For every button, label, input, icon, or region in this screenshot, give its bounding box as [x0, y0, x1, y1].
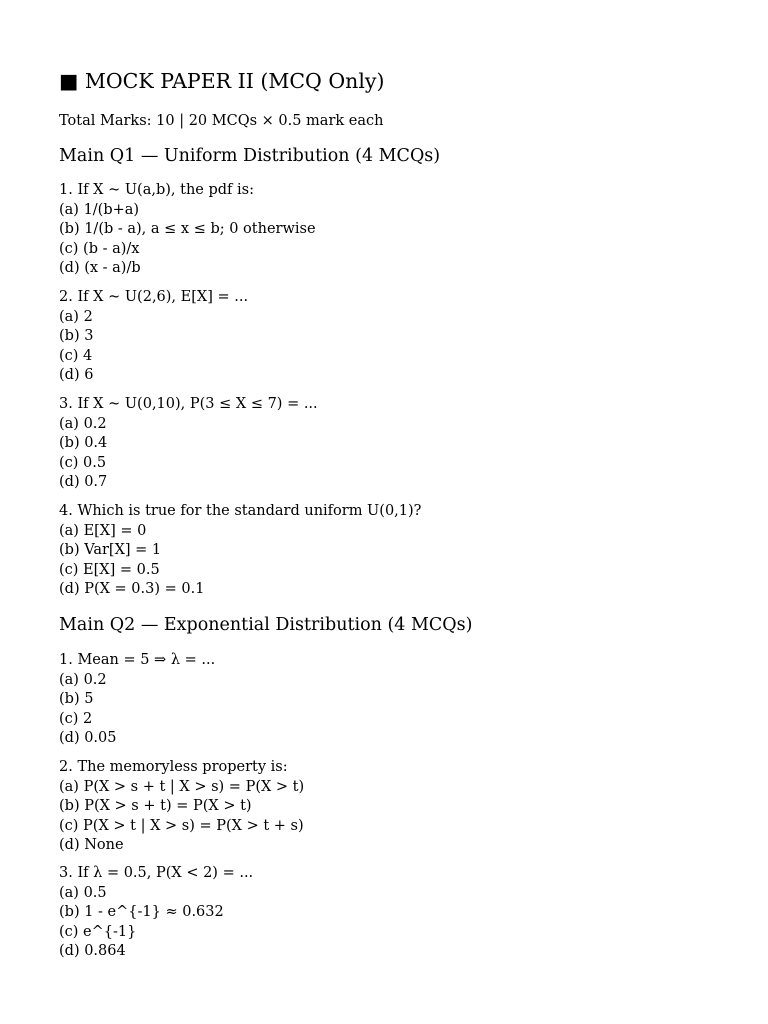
section-heading-uniform: Main Q1 — Uniform Distribution (4 MCQs) [59, 146, 441, 166]
option: (b) 1 - e^{-1} ≈ 0.632 [59, 904, 224, 920]
section-heading-exponential: Main Q2 — Exponential Distribution (4 MCQs) [59, 615, 473, 635]
option: (b) 3 [59, 328, 94, 344]
option: (d) None [59, 837, 124, 853]
option: (a) 0.5 [59, 884, 107, 901]
option: (a) 2 [59, 308, 93, 325]
question-stem: 3. If X ~ U(0,10), P(3 ≤ X ≤ 7) = ... [59, 396, 318, 412]
option: (a) E[X] = 0 [59, 522, 147, 539]
question-block [59, 181, 316, 279]
option: (b) 5 [59, 691, 94, 707]
question-block [59, 758, 304, 856]
option: (a) 1/(b+a) [59, 201, 140, 218]
total-marks-line: Total Marks: 10 | 20 MCQs × 0.5 mark each [59, 113, 384, 129]
option: (c) E[X] = 0.5 [59, 561, 160, 578]
page-title: ■ MOCK PAPER II (MCQ Only) [59, 69, 385, 93]
option: (b) 1/(b - a), a ≤ x ≤ b; 0 otherwise [59, 221, 316, 237]
option: (a) 0.2 [59, 671, 107, 688]
option: (c) 0.5 [59, 454, 107, 471]
option: (d) P(X = 0.3) = 0.1 [59, 581, 205, 597]
question-stem: 2. The memoryless property is: [59, 759, 288, 775]
question-stem: 2. If X ~ U(2,6), E[X] = ... [59, 289, 249, 305]
question-stem: 1. Mean = 5 ⇒ λ = ... [59, 652, 216, 668]
question-block [59, 651, 215, 749]
question-stem: 3. If λ = 0.5, P(X < 2) = ... [59, 865, 254, 881]
question-stem: 4. Which is true for the standard uniform U(0,1)? [59, 503, 422, 519]
question-block [59, 288, 248, 386]
option: (c) (b - a)/x [59, 240, 140, 257]
question-block [59, 864, 253, 962]
option: (c) e^{-1} [59, 923, 137, 940]
question-stem: 1. If X ~ U(a,b), the pdf is: [59, 182, 254, 198]
option: (d) (x - a)/b [59, 260, 141, 276]
option: (d) 6 [59, 367, 94, 383]
option: (a) P(X > s + t | X > s) = P(X > t) [59, 778, 305, 795]
option: (b) 0.4 [59, 435, 108, 451]
option: (c) P(X > t | X > s) = P(X > t + s) [59, 817, 304, 834]
option: (d) 0.864 [59, 943, 126, 959]
option: (b) Var[X] = 1 [59, 542, 162, 558]
option: (d) 0.05 [59, 730, 117, 746]
option: (c) 2 [59, 710, 93, 727]
option: (b) P(X > s + t) = P(X > t) [59, 798, 252, 814]
question-block [59, 395, 318, 493]
option: (d) 0.7 [59, 474, 108, 490]
option: (c) 4 [59, 347, 93, 364]
question-block [59, 502, 421, 600]
option: (a) 0.2 [59, 415, 107, 432]
